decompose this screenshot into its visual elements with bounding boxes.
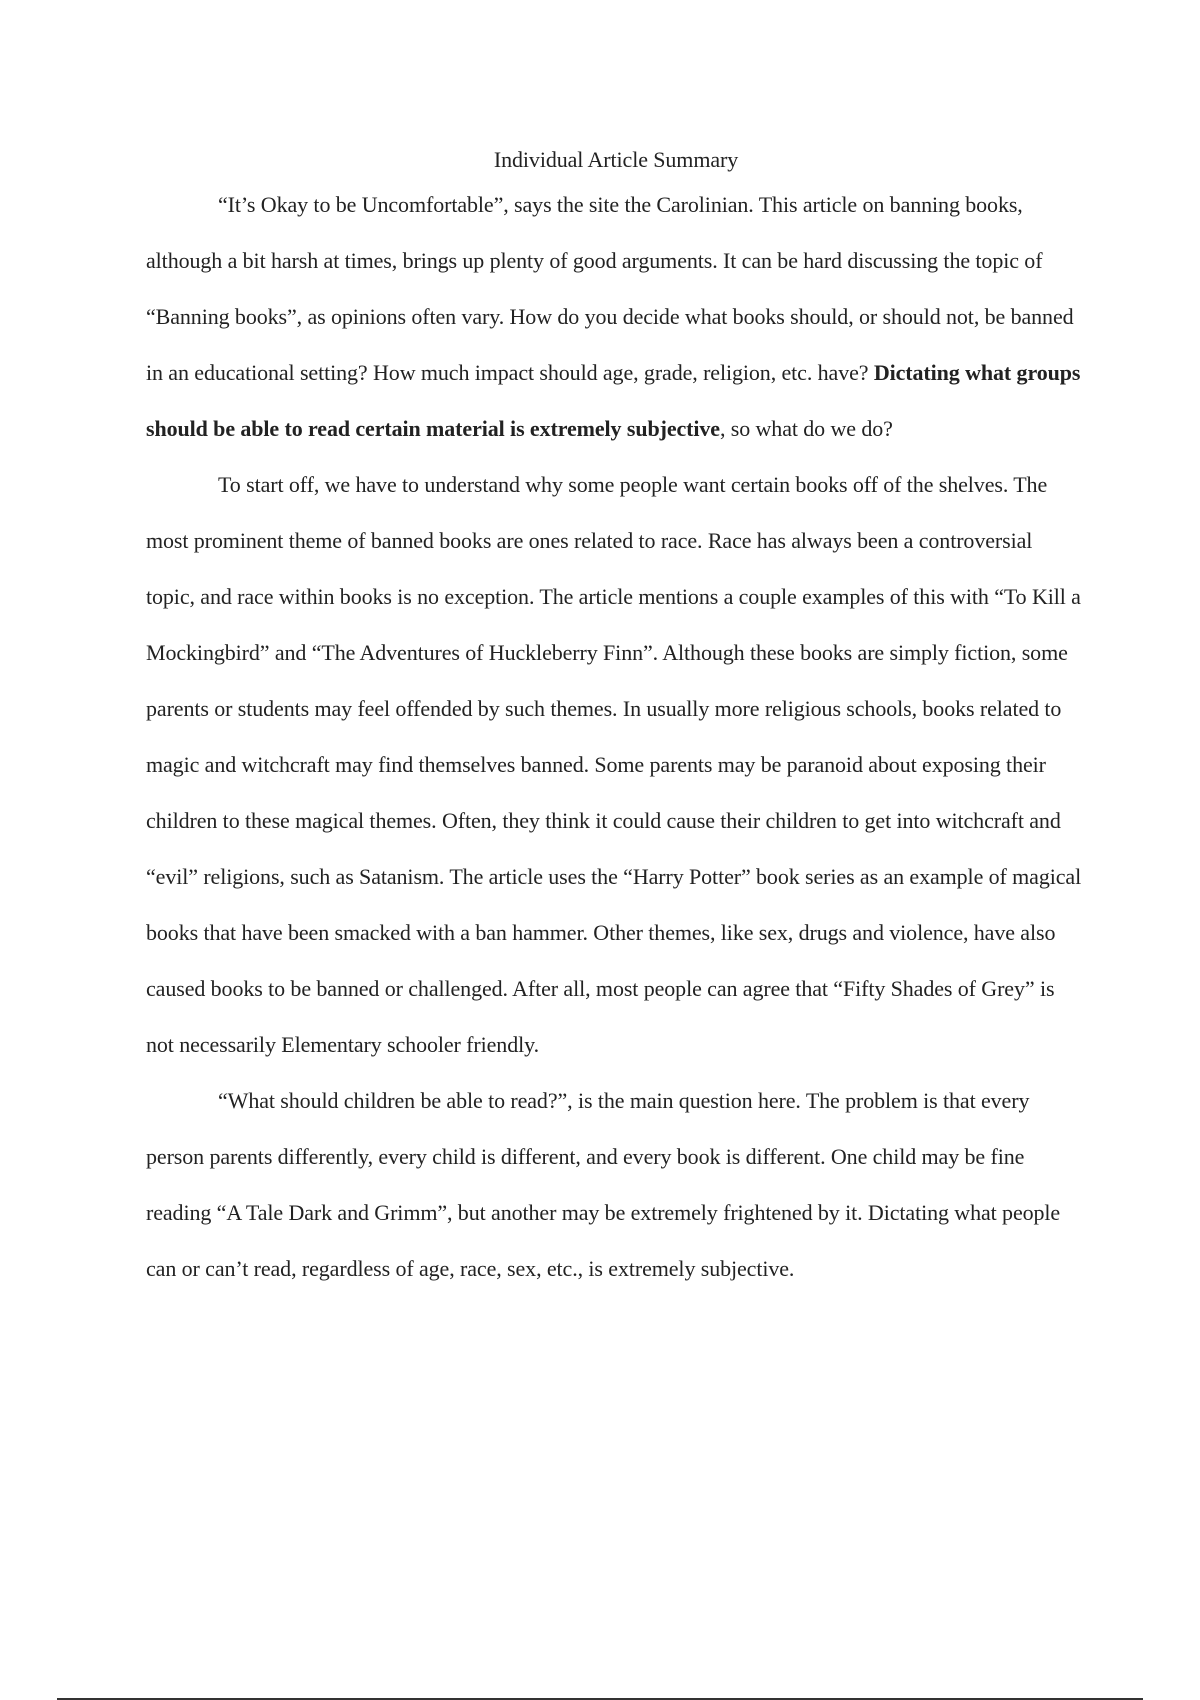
paragraph-intro-text-start: “It’s Okay to be Uncomfortable”, says the site the Carolinian. This article on banning books, although a bit harsh at times, brings up plenty of good arguments. It can be hard discussing the topic of “Banning books”, as opinions often vary. How do you decide what books should, or should not, be banned in an educational setting? How much impact should age, grade, religion, etc. have? (146, 192, 1074, 385)
document-body (146, 143, 1086, 1297)
paragraph-intro (146, 177, 1086, 457)
paragraph-themes: To start off, we have to understand why some people want certain books off of the shelves. The most prominent theme of banned books are ones related to race. Race has always been a controversial topic, and race within books is no exception. The article mentions a couple examples of this with “To Kill a Mockingbird” and “The Adventures of Huckleberry Finn”. Although these books are simply fiction, some parents or students may feel offended by such themes. In usually more religious schools, books related to magic and witchcraft may find themselves banned. Some parents may be paranoid about exposing their children to these magical themes. Often, they think it could cause their children to get into witchcraft and “evil” religions, such as Satanism. The article uses the “Harry Potter” book series as an example of magical books that have been smacked with a ban hammer. Other themes, like sex, drugs and violence, have also caused books to be banned or challenged. After all, most people can agree that “Fifty Shades of Grey” is not necessarily Elementary schooler friendly. (146, 472, 1082, 1057)
paragraph-intro-bold-thesis: Dictating what groups should be able to read certain material is extremely subjective (146, 360, 1081, 441)
paragraph-conclusion: “What should children be able to read?”, is the main question here. The problem is that every person parents differently, every child is different, and every book is different. One child may be fine reading “A Tale Dark and Grimm”, but another may be extremely frightened by it. Dictating what people can or can’t read, regardless of age, race, sex, etc., is extremely subjective. (146, 1088, 1061, 1281)
document-title: Individual Article Summary (493, 147, 739, 172)
paragraph-intro-text-end: , so what do we do? (719, 416, 893, 441)
